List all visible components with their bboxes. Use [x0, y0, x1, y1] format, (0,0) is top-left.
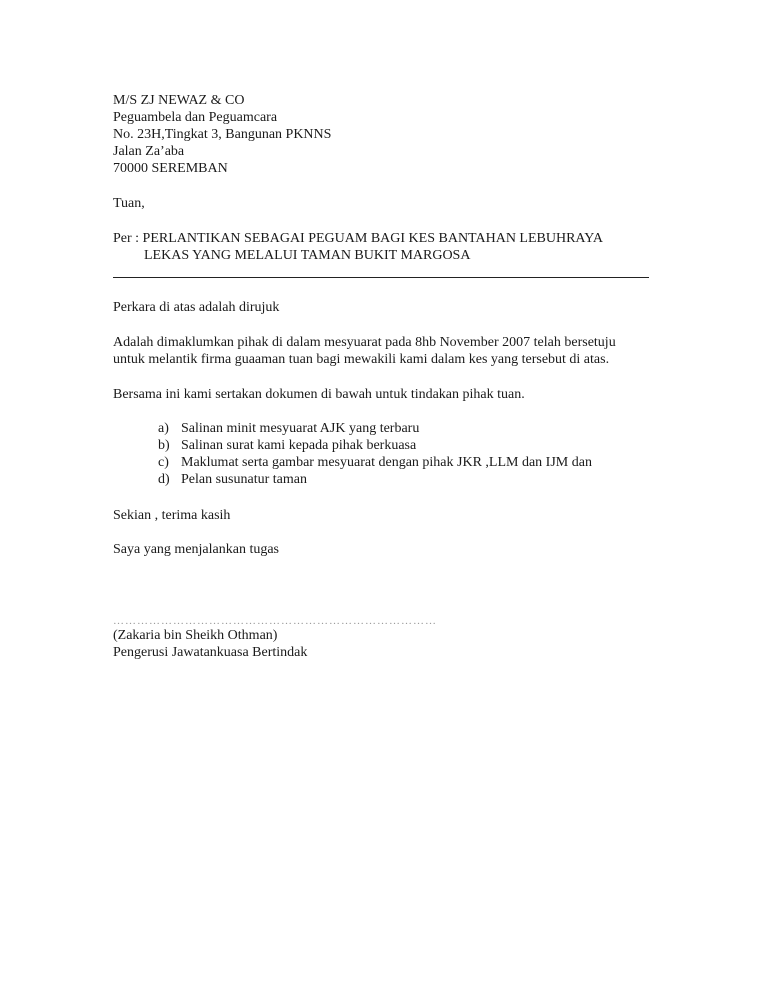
addressee-city: 70000 SEREMBAN — [113, 161, 228, 176]
signature-line: ……………………………………………………………………… — [113, 615, 437, 627]
reference-paragraph: Perkara di atas adalah dirujuk — [113, 300, 280, 315]
subject-underline — [113, 277, 649, 278]
list-item — [158, 454, 592, 471]
subject-line-1: Per : PERLANTIKAN SEBAGAI PEGUAM BAGI KES BANTAHAN LEBUHRAYA — [113, 231, 603, 246]
list-item — [158, 437, 416, 454]
signatory-name: (Zakaria bin Sheikh Othman) — [113, 628, 278, 643]
list-item-text: Salinan minit mesyuarat AJK yang terbaru — [181, 421, 420, 436]
signatory-title: Pengerusi Jawatankuasa Bertindak — [113, 645, 308, 660]
closing-duty: Saya yang menjalankan tugas — [113, 542, 280, 557]
list-marker: d) — [158, 472, 170, 487]
addressee-address-line-2: Jalan Za’aba — [113, 144, 185, 159]
list-item-text: Pelan susunatur taman — [181, 472, 307, 487]
list-item — [158, 420, 419, 437]
list-marker: c) — [158, 455, 169, 470]
paragraph-1-line-2: untuk melantik firma guaaman tuan bagi mewakili kami dalam kes yang tersebut di atas. — [113, 352, 610, 367]
closing-thanks: Sekian , terima kasih — [113, 508, 231, 523]
paragraph-1-line-1: Adalah dimaklumkan pihak di dalam mesyuarat pada 8hb November 2007 telah bersetuju — [113, 335, 616, 350]
addressee-firm: M/S ZJ NEWAZ & CO — [113, 93, 245, 108]
addressee-address-line-1: No. 23H,Tingkat 3, Bangunan PKNNS — [113, 127, 332, 142]
list-marker: a) — [158, 421, 169, 436]
list-item — [158, 471, 307, 488]
list-item-text: Salinan surat kami kepada pihak berkuasa — [181, 438, 417, 453]
salutation: Tuan, — [113, 196, 145, 211]
subject-line-2: LEKAS YANG MELALUI TAMAN BUKIT MARGOSA — [144, 248, 471, 263]
paragraph-2: Bersama ini kami sertakan dokumen di bawah untuk tindakan pihak tuan. — [113, 387, 525, 402]
list-item-text: Maklumat serta gambar mesyuarat dengan pihak JKR ,LLM dan IJM dan — [181, 455, 592, 470]
list-marker: b) — [158, 438, 170, 453]
addressee-role: Peguambela dan Peguamcara — [113, 110, 278, 125]
